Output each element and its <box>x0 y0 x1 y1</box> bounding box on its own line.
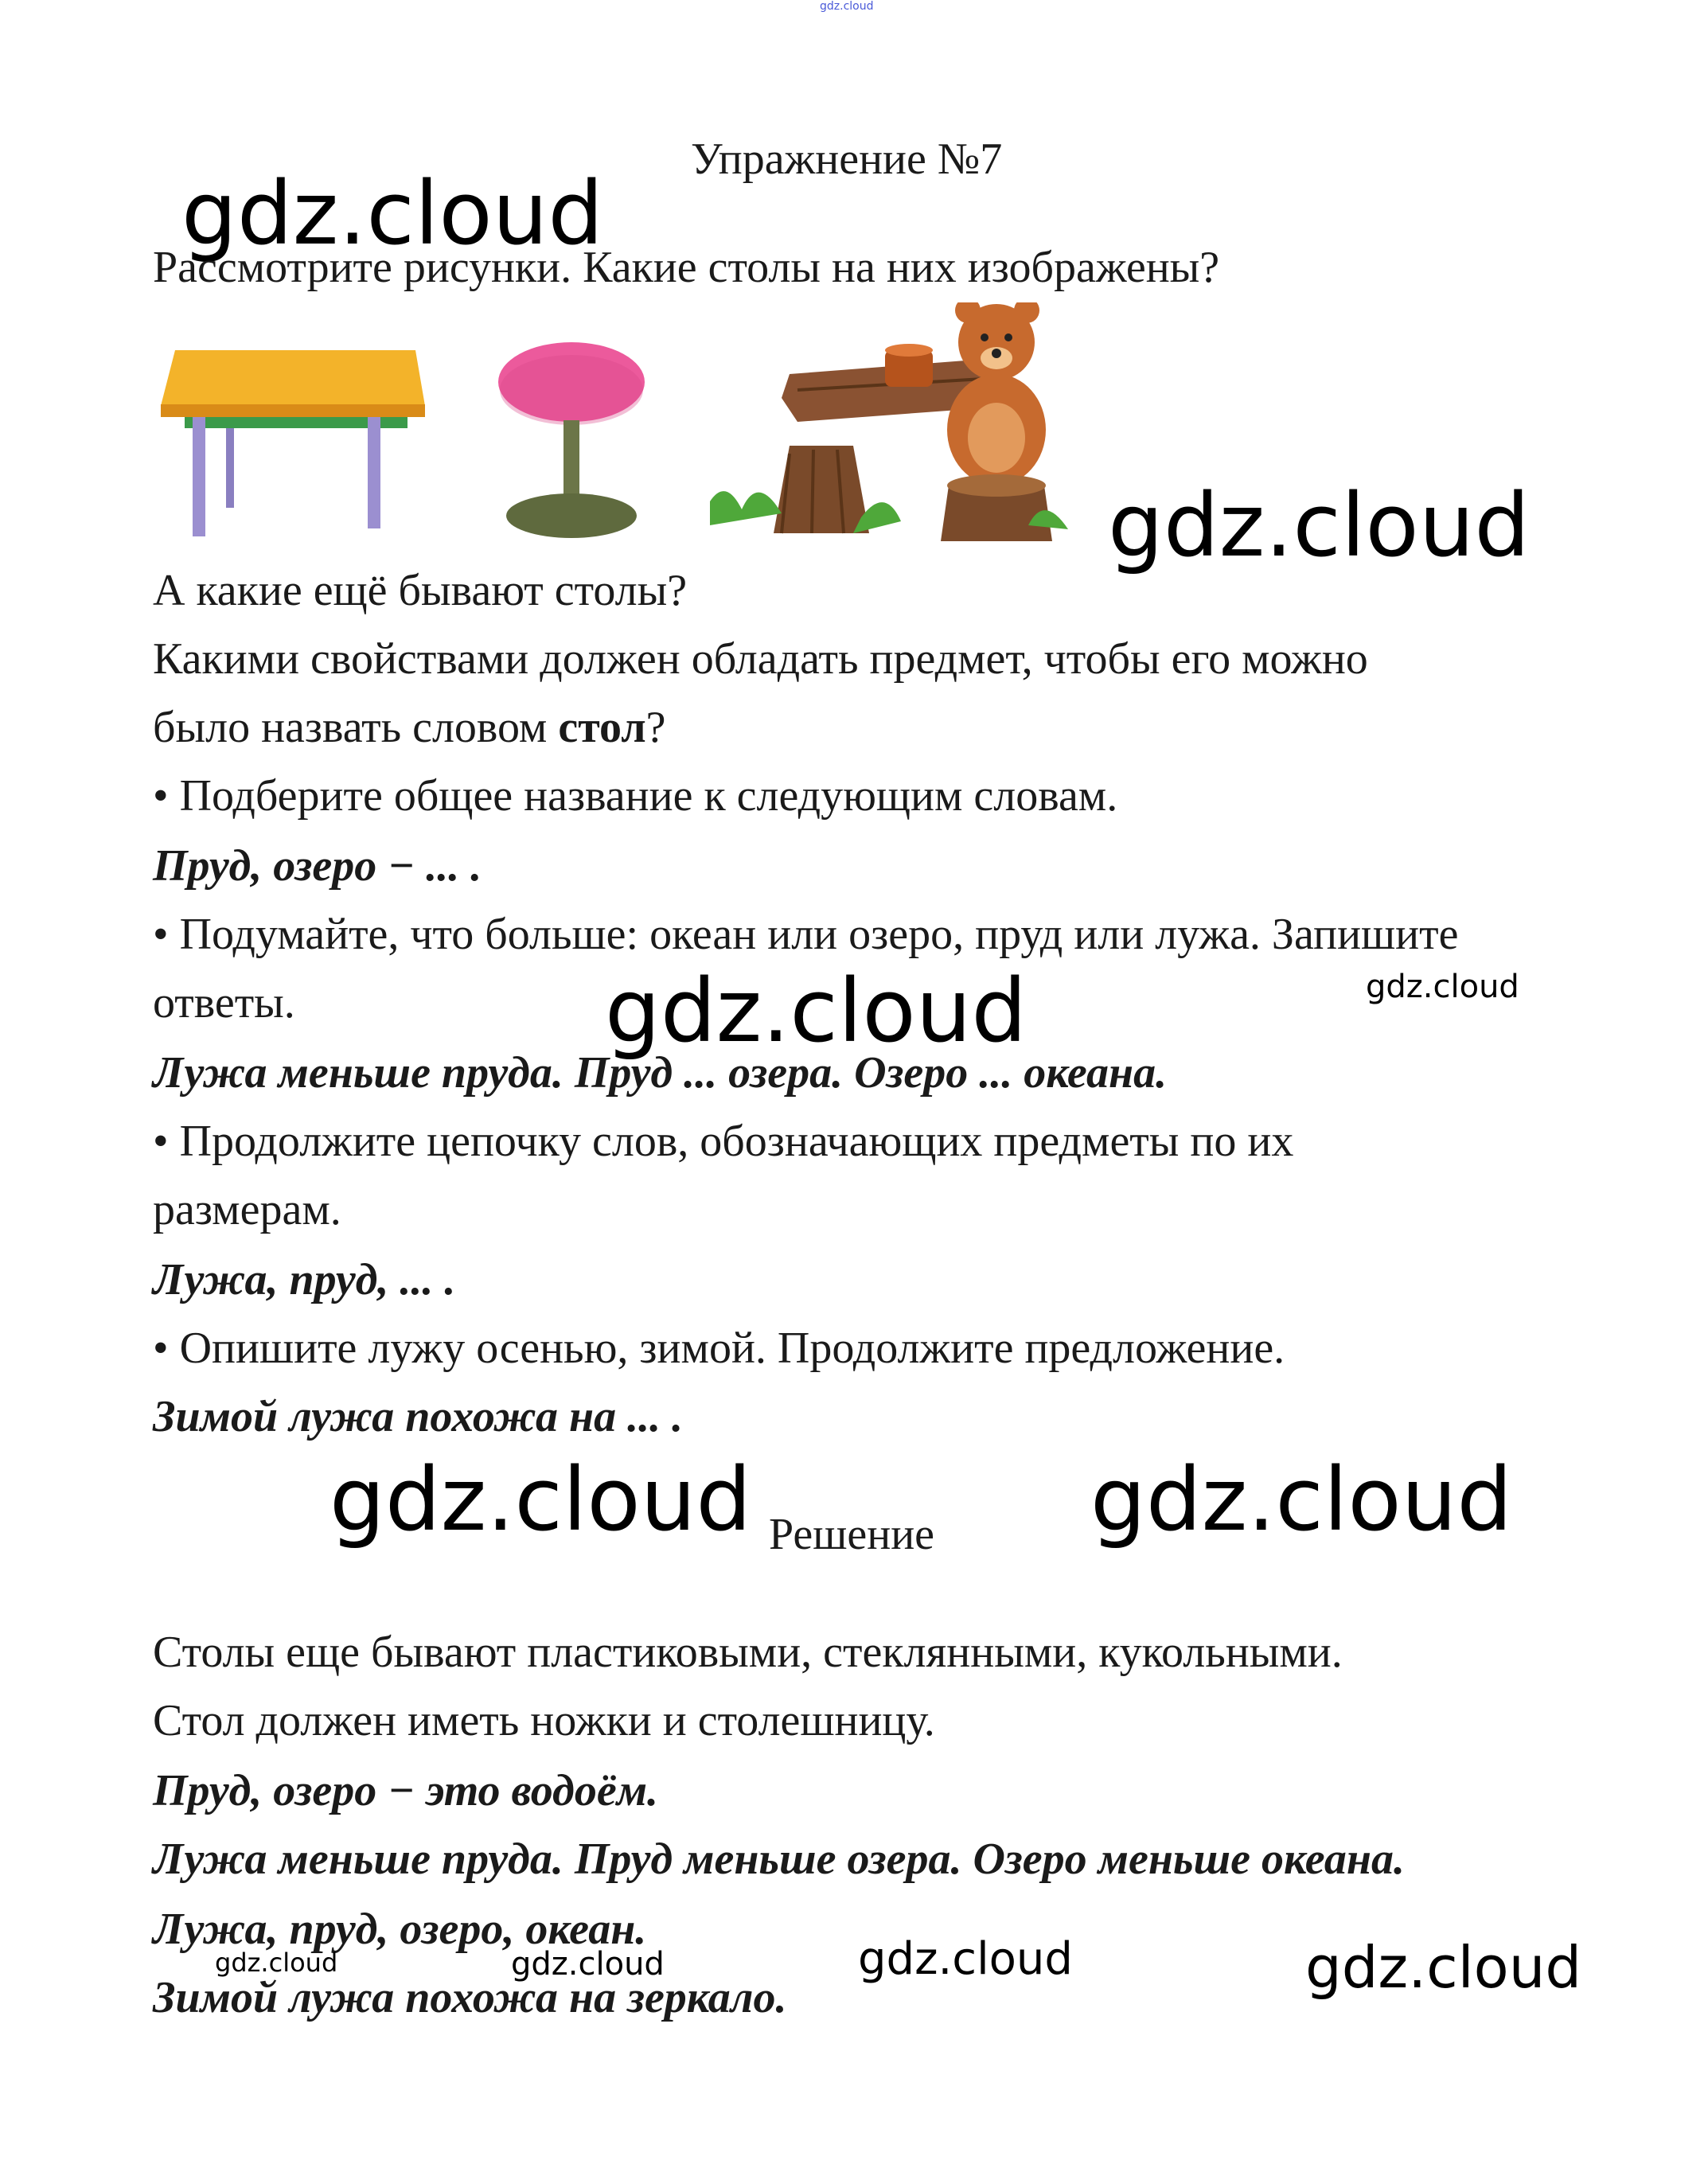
bullet-4: • Опишите лужу осенью, зимой. Продолжите предложение. <box>153 1324 1285 1373</box>
solution-line-1: Столы еще бывают пластиковыми, стеклянными, кукольными. <box>153 1628 1343 1677</box>
bullet-1: • Подберите общее название к следующим словам. <box>153 771 1118 821</box>
solution-line-6: Зимой лужа похожа на зеркало. <box>153 1973 787 2022</box>
bullet-1-example: Пруд, озеро − ... . <box>153 841 482 891</box>
watermark: gdz.cloud <box>181 162 604 264</box>
word-stol: стол <box>558 703 646 752</box>
watermark: gdz.cloud <box>605 960 1028 1062</box>
stump-table-bear-image <box>638 302 1068 549</box>
square-table-image <box>161 350 425 536</box>
header-watermark: gdz.cloud <box>820 0 874 13</box>
watermark-large: gdz.cloud <box>1305 1934 1582 2001</box>
watermark: gdz.cloud <box>330 1449 752 1550</box>
exercise-title: Упражнение №7 <box>691 135 1003 184</box>
bullet-2-line-2: ответы. <box>153 978 295 1027</box>
question-2-start: было назвать словом <box>153 703 559 752</box>
tables-illustration <box>153 302 1156 549</box>
question-2-end: ? <box>645 703 666 752</box>
bullet-3-line-1: • Продолжите цепочку слов, обозначающих предметы по их <box>153 1117 1294 1166</box>
solution-line-3: Пруд, озеро − это водоём. <box>153 1766 659 1815</box>
watermark-medium: gdz.cloud <box>858 1933 1073 1985</box>
solution-line-5: Лужа, пруд, озеро, океан. <box>153 1905 647 1954</box>
round-table-image <box>498 342 645 538</box>
bullet-2-line-1: • Подумайте, что больше: океан или озеро, пруд или лужа. Запишите <box>153 910 1459 959</box>
watermark: gdz.cloud <box>1108 474 1531 576</box>
watermark: gdz.cloud <box>1090 1449 1513 1550</box>
question-2-line-1: Какими свойствами должен обладать предмет, чтобы его можно <box>153 634 1368 684</box>
watermark-small: gdz.cloud <box>511 1946 665 1983</box>
bullet-4-example: Зимой лужа похожа на ... . <box>153 1392 684 1441</box>
watermark-small: gdz.cloud <box>1366 969 1519 1005</box>
question-1: А какие ещё бывают столы? <box>153 566 688 615</box>
bullet-3-line-2: размерам. <box>153 1185 341 1234</box>
bullet-2-example: Лужа меньше пруда. Пруд ... озера. Озеро ... океана. <box>153 1048 1168 1098</box>
question-2-line-2 <box>153 699 666 756</box>
watermark-tiny: gdz.cloud <box>215 1948 338 1978</box>
solution-heading: Решение <box>769 1510 935 1559</box>
task-intro: Рассмотрите рисунки. Какие столы на них изображены? <box>153 243 1220 292</box>
solution-line-4: Лужа меньше пруда. Пруд меньше озера. Озеро меньше океана. <box>153 1835 1405 1884</box>
solution-line-2: Стол должен иметь ножки и столешницу. <box>153 1696 935 1745</box>
bullet-3-example: Лужа, пруд, ... . <box>153 1255 456 1304</box>
